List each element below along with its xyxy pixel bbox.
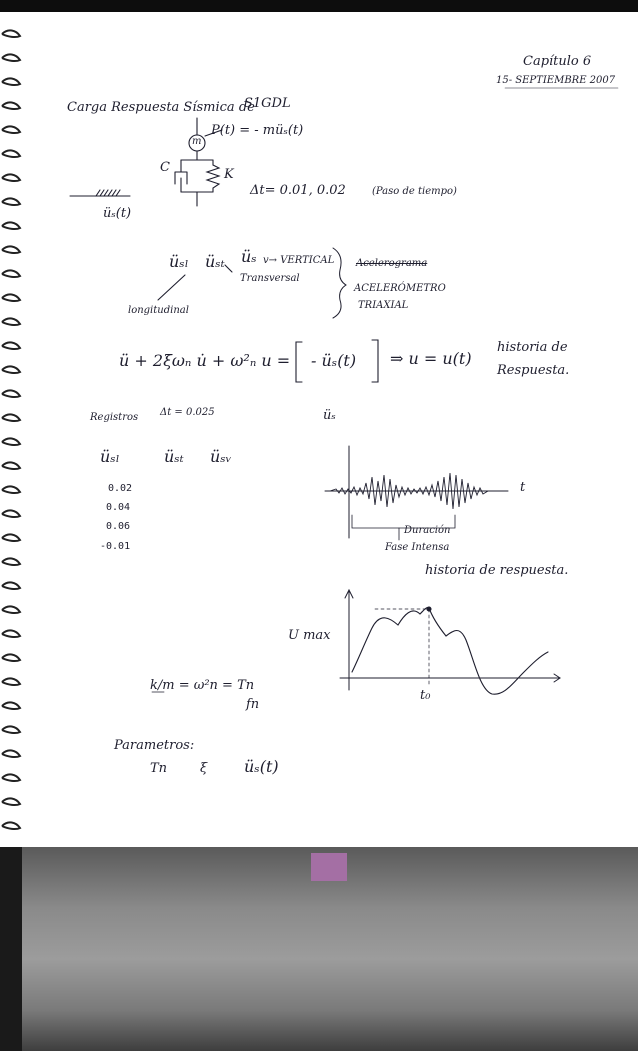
spiral-loop <box>2 366 20 373</box>
triaxial-label: TRIAXIAL <box>358 300 409 311</box>
spiral-loop <box>2 78 20 85</box>
param-xi: ξ <box>200 761 208 776</box>
force-label: P(t) = - müₛ(t) <box>211 123 304 138</box>
spiral-loop <box>2 438 20 445</box>
spiral-loop <box>2 198 20 205</box>
struck-word: Acelerograma <box>356 258 428 269</box>
time-axis-label: t <box>520 480 526 495</box>
params-label: Parametros: <box>114 738 195 753</box>
accelerometer-label: ACELERÓMETRO <box>354 283 446 294</box>
records-dt: Δt = 0.025 <box>160 407 215 418</box>
spiral-loop <box>2 390 20 397</box>
record-value: 0.02 <box>108 483 133 494</box>
spiral-loop <box>2 270 20 277</box>
spiral-loop <box>2 414 20 421</box>
spiral-loop <box>2 798 20 805</box>
spiral-loop <box>2 750 20 757</box>
record-col-v: üₛᵥ <box>210 447 232 466</box>
spiral-loop <box>2 726 20 733</box>
spiral-loop <box>2 246 20 253</box>
fase-label: Fase Intensa <box>385 542 450 553</box>
umax-label: U max <box>288 628 331 643</box>
response-title: historia de respuesta. <box>425 563 569 578</box>
dt-note: (Paso de tiempo) <box>372 186 457 197</box>
equation-lhs: ü + 2ξωₙ u̇ + ω²ₙ u = <box>119 351 291 370</box>
spiral-loop <box>2 150 20 157</box>
spiral-loop <box>2 558 20 565</box>
date-heading: 15- SEPTIEMBRE 2007 <box>496 75 616 86</box>
spiral-loop <box>2 630 20 637</box>
record-col-t: üₛₜ <box>164 447 184 466</box>
usl-label: üₛₗ <box>169 252 189 271</box>
equation-rhs: - üₛ(t) <box>311 351 357 370</box>
record-value: -0.01 <box>100 541 131 552</box>
chapter-heading: Capítulo 6 <box>523 54 592 69</box>
records-label: Registros <box>90 412 139 423</box>
page-tab <box>311 853 347 881</box>
spiral-loop <box>2 318 20 325</box>
history-note-2: Respuesta. <box>497 363 570 378</box>
spiral-loop <box>2 822 20 829</box>
transversal-label: Transversal <box>240 273 300 284</box>
spiral-binding <box>0 12 22 847</box>
spring-label: K <box>224 167 234 182</box>
mass-label: m <box>192 136 202 147</box>
fn-label: fn <box>246 697 260 712</box>
spiral-loop <box>2 30 20 37</box>
scanner-edge <box>0 847 22 1051</box>
accel-axis-label: üₛ <box>323 408 336 423</box>
param-us: üₛ(t) <box>244 757 279 776</box>
spiral-loop <box>2 774 20 781</box>
dt-label: Δt= 0.01, 0.02 <box>250 183 346 198</box>
spiral-loop <box>2 702 20 709</box>
longitudinal-label: longitudinal <box>128 305 189 316</box>
spiral-loop <box>2 582 20 589</box>
spiral-loop <box>2 222 20 229</box>
ground-accel-label: üₛ(t) <box>103 206 132 221</box>
spiral-loop <box>2 486 20 493</box>
usv-label: üₛ <box>241 247 257 266</box>
damper-label: C <box>160 160 170 175</box>
spiral-loop <box>2 294 20 301</box>
page-title: Carga Respuesta Sísmica de <box>67 100 255 115</box>
record-value: 0.06 <box>106 521 131 532</box>
record-col-l: üₛₗ <box>100 447 120 466</box>
spiral-loop <box>2 174 20 181</box>
duracion-label: Duración <box>404 525 451 536</box>
spiral-loop <box>2 510 20 517</box>
spiral-loop <box>2 678 20 685</box>
param-tn: Tn <box>150 761 168 776</box>
spiral-loop <box>2 606 20 613</box>
notebook-page <box>0 12 638 847</box>
equation-result: ⇒ u = u(t) <box>390 349 472 368</box>
relation-label: k/m = ω²n = Tn <box>150 678 255 693</box>
spiral-loop <box>2 654 20 661</box>
spiral-loop <box>2 102 20 109</box>
spiral-loop <box>2 342 20 349</box>
sdof-label: S1GDL <box>244 96 291 111</box>
t0-label: t₀ <box>420 688 431 703</box>
spiral-loop <box>2 462 20 469</box>
spiral-loop <box>2 126 20 133</box>
record-value: 0.04 <box>106 502 131 513</box>
spiral-loop <box>2 534 20 541</box>
spiral-loop <box>2 54 20 61</box>
top-strip <box>0 0 638 12</box>
vertical-label: v→ VERTICAL <box>263 255 335 266</box>
history-note-1: historia de <box>497 340 568 355</box>
ust-label: üₛₜ <box>205 252 225 271</box>
